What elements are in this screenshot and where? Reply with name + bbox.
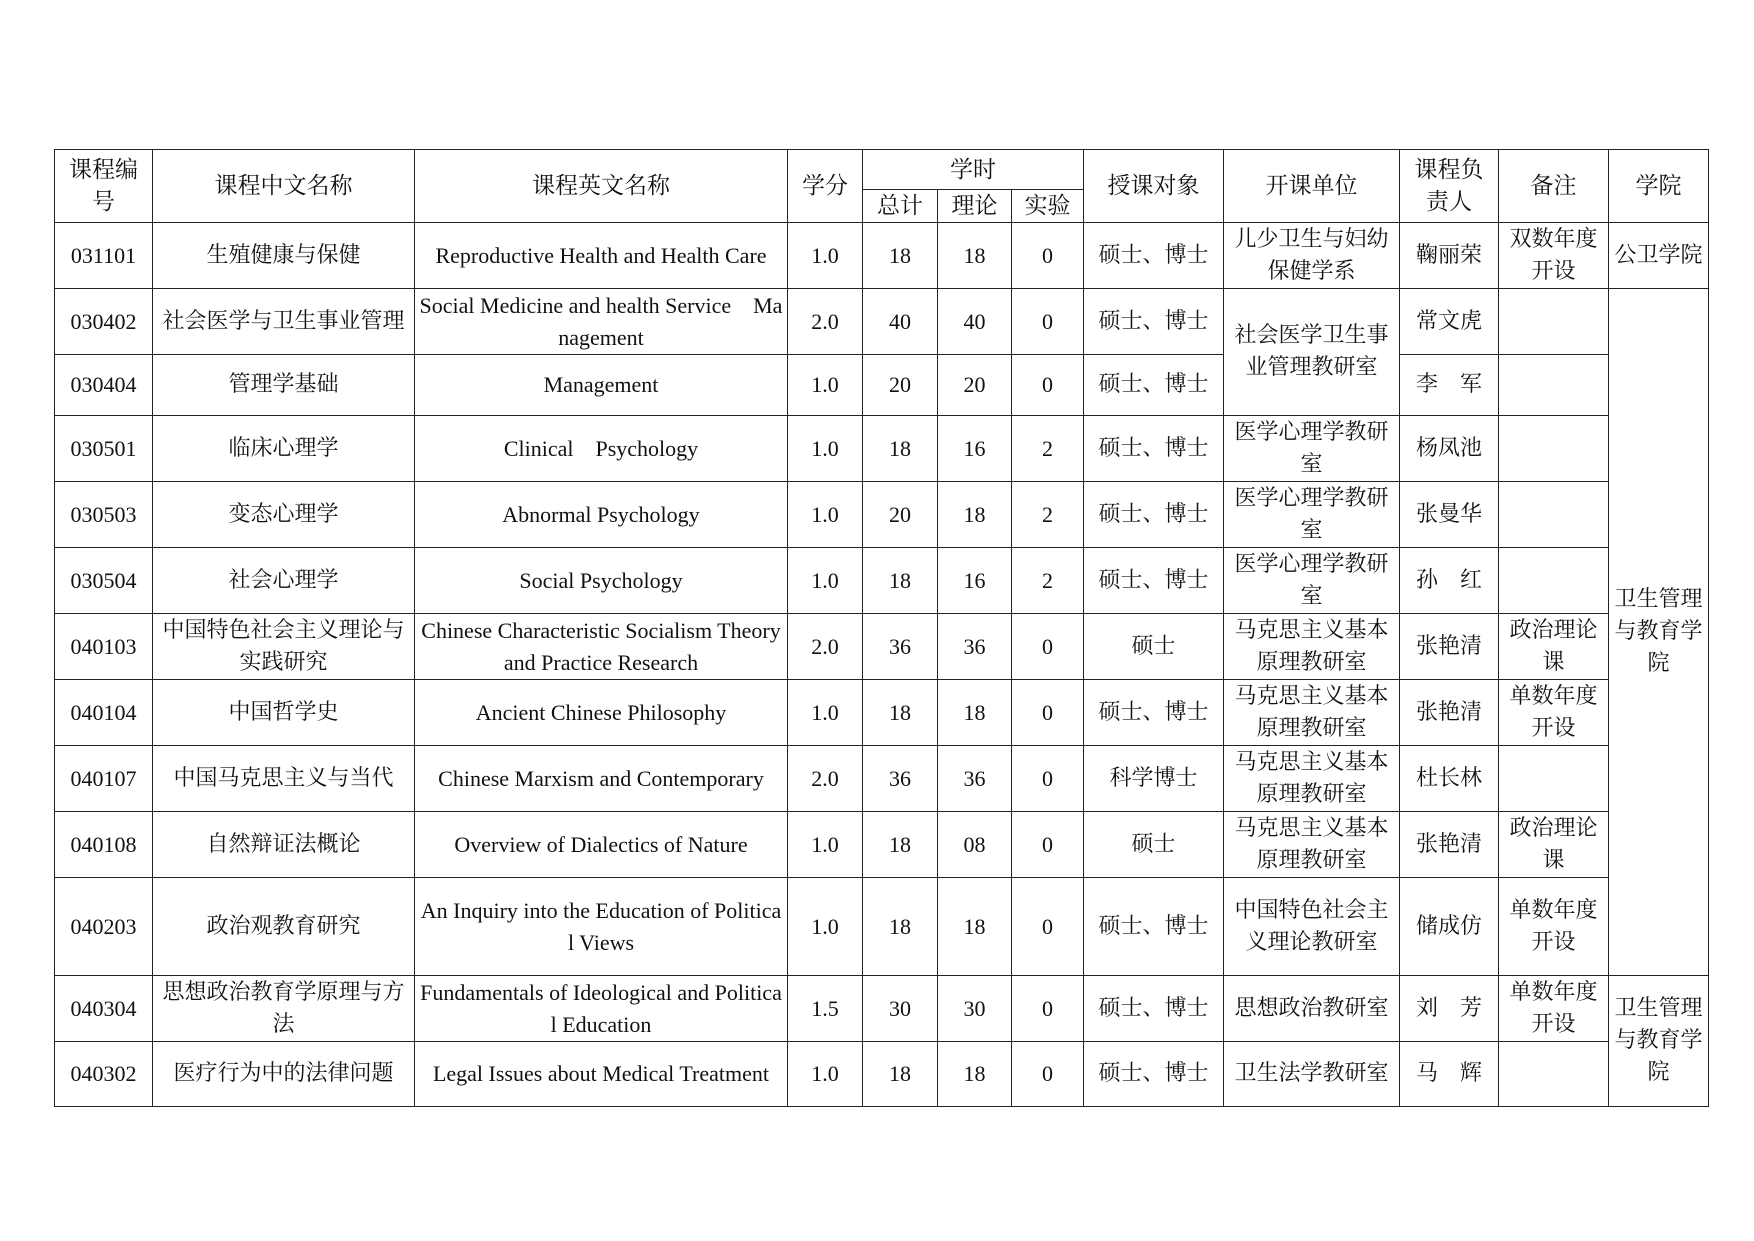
course-en-name: Legal Issues about Medical Treatment [415, 1042, 788, 1107]
hours-lab: 0 [1012, 680, 1084, 746]
course-en-name: Chinese Marxism and Contemporary [415, 746, 788, 812]
course-en-name: Social Psychology [415, 548, 788, 614]
hours-theory: 20 [938, 355, 1012, 416]
hours-theory: 36 [938, 746, 1012, 812]
table-row [55, 548, 1709, 614]
course-en-name: Clinical Psychology [415, 416, 788, 482]
course-audience: 硕士、博士 [1084, 548, 1224, 614]
hours-theory: 36 [938, 614, 1012, 680]
course-note [1499, 482, 1609, 548]
course-credit: 1.0 [788, 223, 863, 289]
course-en-name: Ancient Chinese Philosophy [415, 680, 788, 746]
table-row [55, 812, 1709, 878]
course-en-name: Overview of Dialectics of Nature [415, 812, 788, 878]
course-unit: 马克思主义基本原理教研室 [1224, 614, 1400, 680]
course-credit: 1.0 [788, 482, 863, 548]
course-credit: 2.0 [788, 746, 863, 812]
hours-lab: 0 [1012, 812, 1084, 878]
course-lead: 张艳清 [1400, 614, 1499, 680]
course-en-name: An Inquiry into the Education of Political Views [415, 878, 788, 976]
course-note: 双数年度开设 [1499, 223, 1609, 289]
table-row [55, 746, 1709, 812]
course-unit: 马克思主义基本原理教研室 [1224, 680, 1400, 746]
hours-theory: 16 [938, 416, 1012, 482]
course-credit: 1.0 [788, 548, 863, 614]
course-cn-name: 社会医学与卫生事业管理 [153, 289, 415, 355]
header-note: 备注 [1499, 150, 1609, 223]
course-lead: 张曼华 [1400, 482, 1499, 548]
course-note: 单数年度开设 [1499, 680, 1609, 746]
header-code: 课程编号 [55, 150, 153, 223]
course-unit: 医学心理学教研室 [1224, 416, 1400, 482]
course-cn-name: 中国马克思主义与当代 [153, 746, 415, 812]
course-unit: 医学心理学教研室 [1224, 482, 1400, 548]
course-credit: 1.0 [788, 680, 863, 746]
table-row [55, 976, 1709, 1042]
course-audience: 硕士、博士 [1084, 289, 1224, 355]
course-en-name: Fundamentals of Ideological and Political Education [415, 976, 788, 1042]
course-audience: 硕士、博士 [1084, 976, 1224, 1042]
course-audience: 硕士 [1084, 812, 1224, 878]
hours-total: 18 [863, 878, 938, 976]
hours-lab: 0 [1012, 1042, 1084, 1107]
course-audience: 硕士、博士 [1084, 482, 1224, 548]
course-lead: 常文虎 [1400, 289, 1499, 355]
unit-social-medicine: 社会医学卫生事业管理教研室 [1224, 289, 1400, 416]
hours-theory: 18 [938, 223, 1012, 289]
table-body [55, 223, 1709, 1107]
hours-lab: 0 [1012, 746, 1084, 812]
course-audience: 硕士、博士 [1084, 355, 1224, 416]
header-hours-theory: 理论 [938, 190, 1012, 223]
course-code: 040103 [55, 614, 153, 680]
course-lead: 杜长林 [1400, 746, 1499, 812]
course-cn-name: 中国特色社会主义理论与实践研究 [153, 614, 415, 680]
course-sheet [54, 149, 1708, 1107]
header-en-name: 课程英文名称 [415, 150, 788, 223]
course-code: 031101 [55, 223, 153, 289]
course-code: 030501 [55, 416, 153, 482]
course-cn-name: 生殖健康与保健 [153, 223, 415, 289]
course-code: 030402 [55, 289, 153, 355]
course-credit: 1.0 [788, 1042, 863, 1107]
hours-theory: 18 [938, 680, 1012, 746]
course-table [54, 149, 1709, 1107]
course-credit: 1.0 [788, 812, 863, 878]
header-hours-total: 总计 [863, 190, 938, 223]
course-code: 030404 [55, 355, 153, 416]
hours-lab: 0 [1012, 289, 1084, 355]
course-en-name: Social Medicine and health Service Management [415, 289, 788, 355]
course-code: 040108 [55, 812, 153, 878]
hours-total: 18 [863, 548, 938, 614]
course-audience: 科学博士 [1084, 746, 1224, 812]
table-row [55, 289, 1709, 355]
hours-theory: 18 [938, 878, 1012, 976]
header-hours: 学时 [863, 150, 1084, 190]
course-lead: 马 辉 [1400, 1042, 1499, 1107]
hours-theory: 40 [938, 289, 1012, 355]
course-cn-name: 医疗行为中的法律问题 [153, 1042, 415, 1107]
hours-theory: 08 [938, 812, 1012, 878]
header-cn-name: 课程中文名称 [153, 150, 415, 223]
hours-total: 30 [863, 976, 938, 1042]
table-row [55, 878, 1709, 976]
hours-theory: 16 [938, 548, 1012, 614]
course-audience: 硕士 [1084, 614, 1224, 680]
course-code: 030504 [55, 548, 153, 614]
course-cn-name: 社会心理学 [153, 548, 415, 614]
hours-total: 20 [863, 355, 938, 416]
hours-total: 18 [863, 1042, 938, 1107]
hours-total: 40 [863, 289, 938, 355]
table-row [55, 614, 1709, 680]
course-audience: 硕士、博士 [1084, 223, 1224, 289]
hours-total: 18 [863, 680, 938, 746]
course-credit: 2.0 [788, 614, 863, 680]
course-credit: 1.0 [788, 355, 863, 416]
hours-total: 20 [863, 482, 938, 548]
hours-total: 18 [863, 812, 938, 878]
course-code: 040107 [55, 746, 153, 812]
course-lead: 张艳清 [1400, 812, 1499, 878]
course-lead: 储成仿 [1400, 878, 1499, 976]
table-row [55, 680, 1709, 746]
hours-lab: 2 [1012, 548, 1084, 614]
course-credit: 1.5 [788, 976, 863, 1042]
hours-total: 18 [863, 416, 938, 482]
course-cn-name: 中国哲学史 [153, 680, 415, 746]
course-unit: 中国特色社会主义理论教研室 [1224, 878, 1400, 976]
course-code: 040302 [55, 1042, 153, 1107]
course-en-name: Management [415, 355, 788, 416]
course-note [1499, 416, 1609, 482]
course-cn-name: 思想政治教育学原理与方法 [153, 976, 415, 1042]
course-unit: 卫生法学教研室 [1224, 1042, 1400, 1107]
course-code: 040203 [55, 878, 153, 976]
course-unit: 儿少卫生与妇幼保健学系 [1224, 223, 1400, 289]
course-note [1499, 1042, 1609, 1107]
table-row [55, 1042, 1709, 1107]
hours-lab: 0 [1012, 223, 1084, 289]
course-lead: 鞠丽荣 [1400, 223, 1499, 289]
course-cn-name: 政治观教育研究 [153, 878, 415, 976]
table-row [55, 416, 1709, 482]
header-unit: 开课单位 [1224, 150, 1400, 223]
course-note: 政治理论课 [1499, 614, 1609, 680]
course-audience: 硕士、博士 [1084, 878, 1224, 976]
header-lead: 课程负责人 [1400, 150, 1499, 223]
course-unit: 马克思主义基本原理教研室 [1224, 746, 1400, 812]
hours-theory: 18 [938, 1042, 1012, 1107]
hours-total: 18 [863, 223, 938, 289]
course-note [1499, 746, 1609, 812]
course-credit: 1.0 [788, 416, 863, 482]
course-audience: 硕士、博士 [1084, 1042, 1224, 1107]
hours-lab: 0 [1012, 355, 1084, 416]
course-lead: 张艳清 [1400, 680, 1499, 746]
table-row [55, 355, 1709, 416]
course-en-name: Chinese Characteristic Socialism Theory and Practice Research [415, 614, 788, 680]
college-health-mgmt: 卫生管理与教育学院 [1609, 976, 1709, 1107]
course-lead: 刘 芳 [1400, 976, 1499, 1042]
course-audience: 硕士、博士 [1084, 416, 1224, 482]
course-credit: 2.0 [788, 289, 863, 355]
course-code: 040104 [55, 680, 153, 746]
hours-total: 36 [863, 614, 938, 680]
course-audience: 硕士、博士 [1084, 680, 1224, 746]
table-row [55, 482, 1709, 548]
hours-lab: 2 [1012, 482, 1084, 548]
header-audience: 授课对象 [1084, 150, 1224, 223]
header-hours-lab: 实验 [1012, 190, 1084, 223]
course-note: 单数年度开设 [1499, 878, 1609, 976]
course-cn-name: 自然辩证法概论 [153, 812, 415, 878]
course-en-name: Reproductive Health and Health Care [415, 223, 788, 289]
hours-lab: 0 [1012, 878, 1084, 976]
header-college: 学院 [1609, 150, 1709, 223]
course-unit: 医学心理学教研室 [1224, 548, 1400, 614]
hours-lab: 2 [1012, 416, 1084, 482]
hours-total: 36 [863, 746, 938, 812]
hours-theory: 18 [938, 482, 1012, 548]
course-cn-name: 变态心理学 [153, 482, 415, 548]
course-note: 单数年度开设 [1499, 976, 1609, 1042]
course-code: 030503 [55, 482, 153, 548]
table-row [55, 223, 1709, 289]
course-note [1499, 355, 1609, 416]
course-lead: 杨凤池 [1400, 416, 1499, 482]
course-note [1499, 289, 1609, 355]
college-public-health: 公卫学院 [1609, 223, 1709, 289]
header-credit: 学分 [788, 150, 863, 223]
course-note [1499, 548, 1609, 614]
course-lead: 孙 红 [1400, 548, 1499, 614]
course-lead: 李 军 [1400, 355, 1499, 416]
course-code: 040304 [55, 976, 153, 1042]
course-cn-name: 临床心理学 [153, 416, 415, 482]
hours-lab: 0 [1012, 976, 1084, 1042]
course-credit: 1.0 [788, 878, 863, 976]
course-unit: 思想政治教研室 [1224, 976, 1400, 1042]
course-unit: 马克思主义基本原理教研室 [1224, 812, 1400, 878]
college-health-mgmt: 卫生管理与教育学院 [1609, 289, 1709, 976]
course-note: 政治理论课 [1499, 812, 1609, 878]
hours-theory: 30 [938, 976, 1012, 1042]
table-header [55, 150, 1709, 223]
hours-lab: 0 [1012, 614, 1084, 680]
course-en-name: Abnormal Psychology [415, 482, 788, 548]
course-cn-name: 管理学基础 [153, 355, 415, 416]
